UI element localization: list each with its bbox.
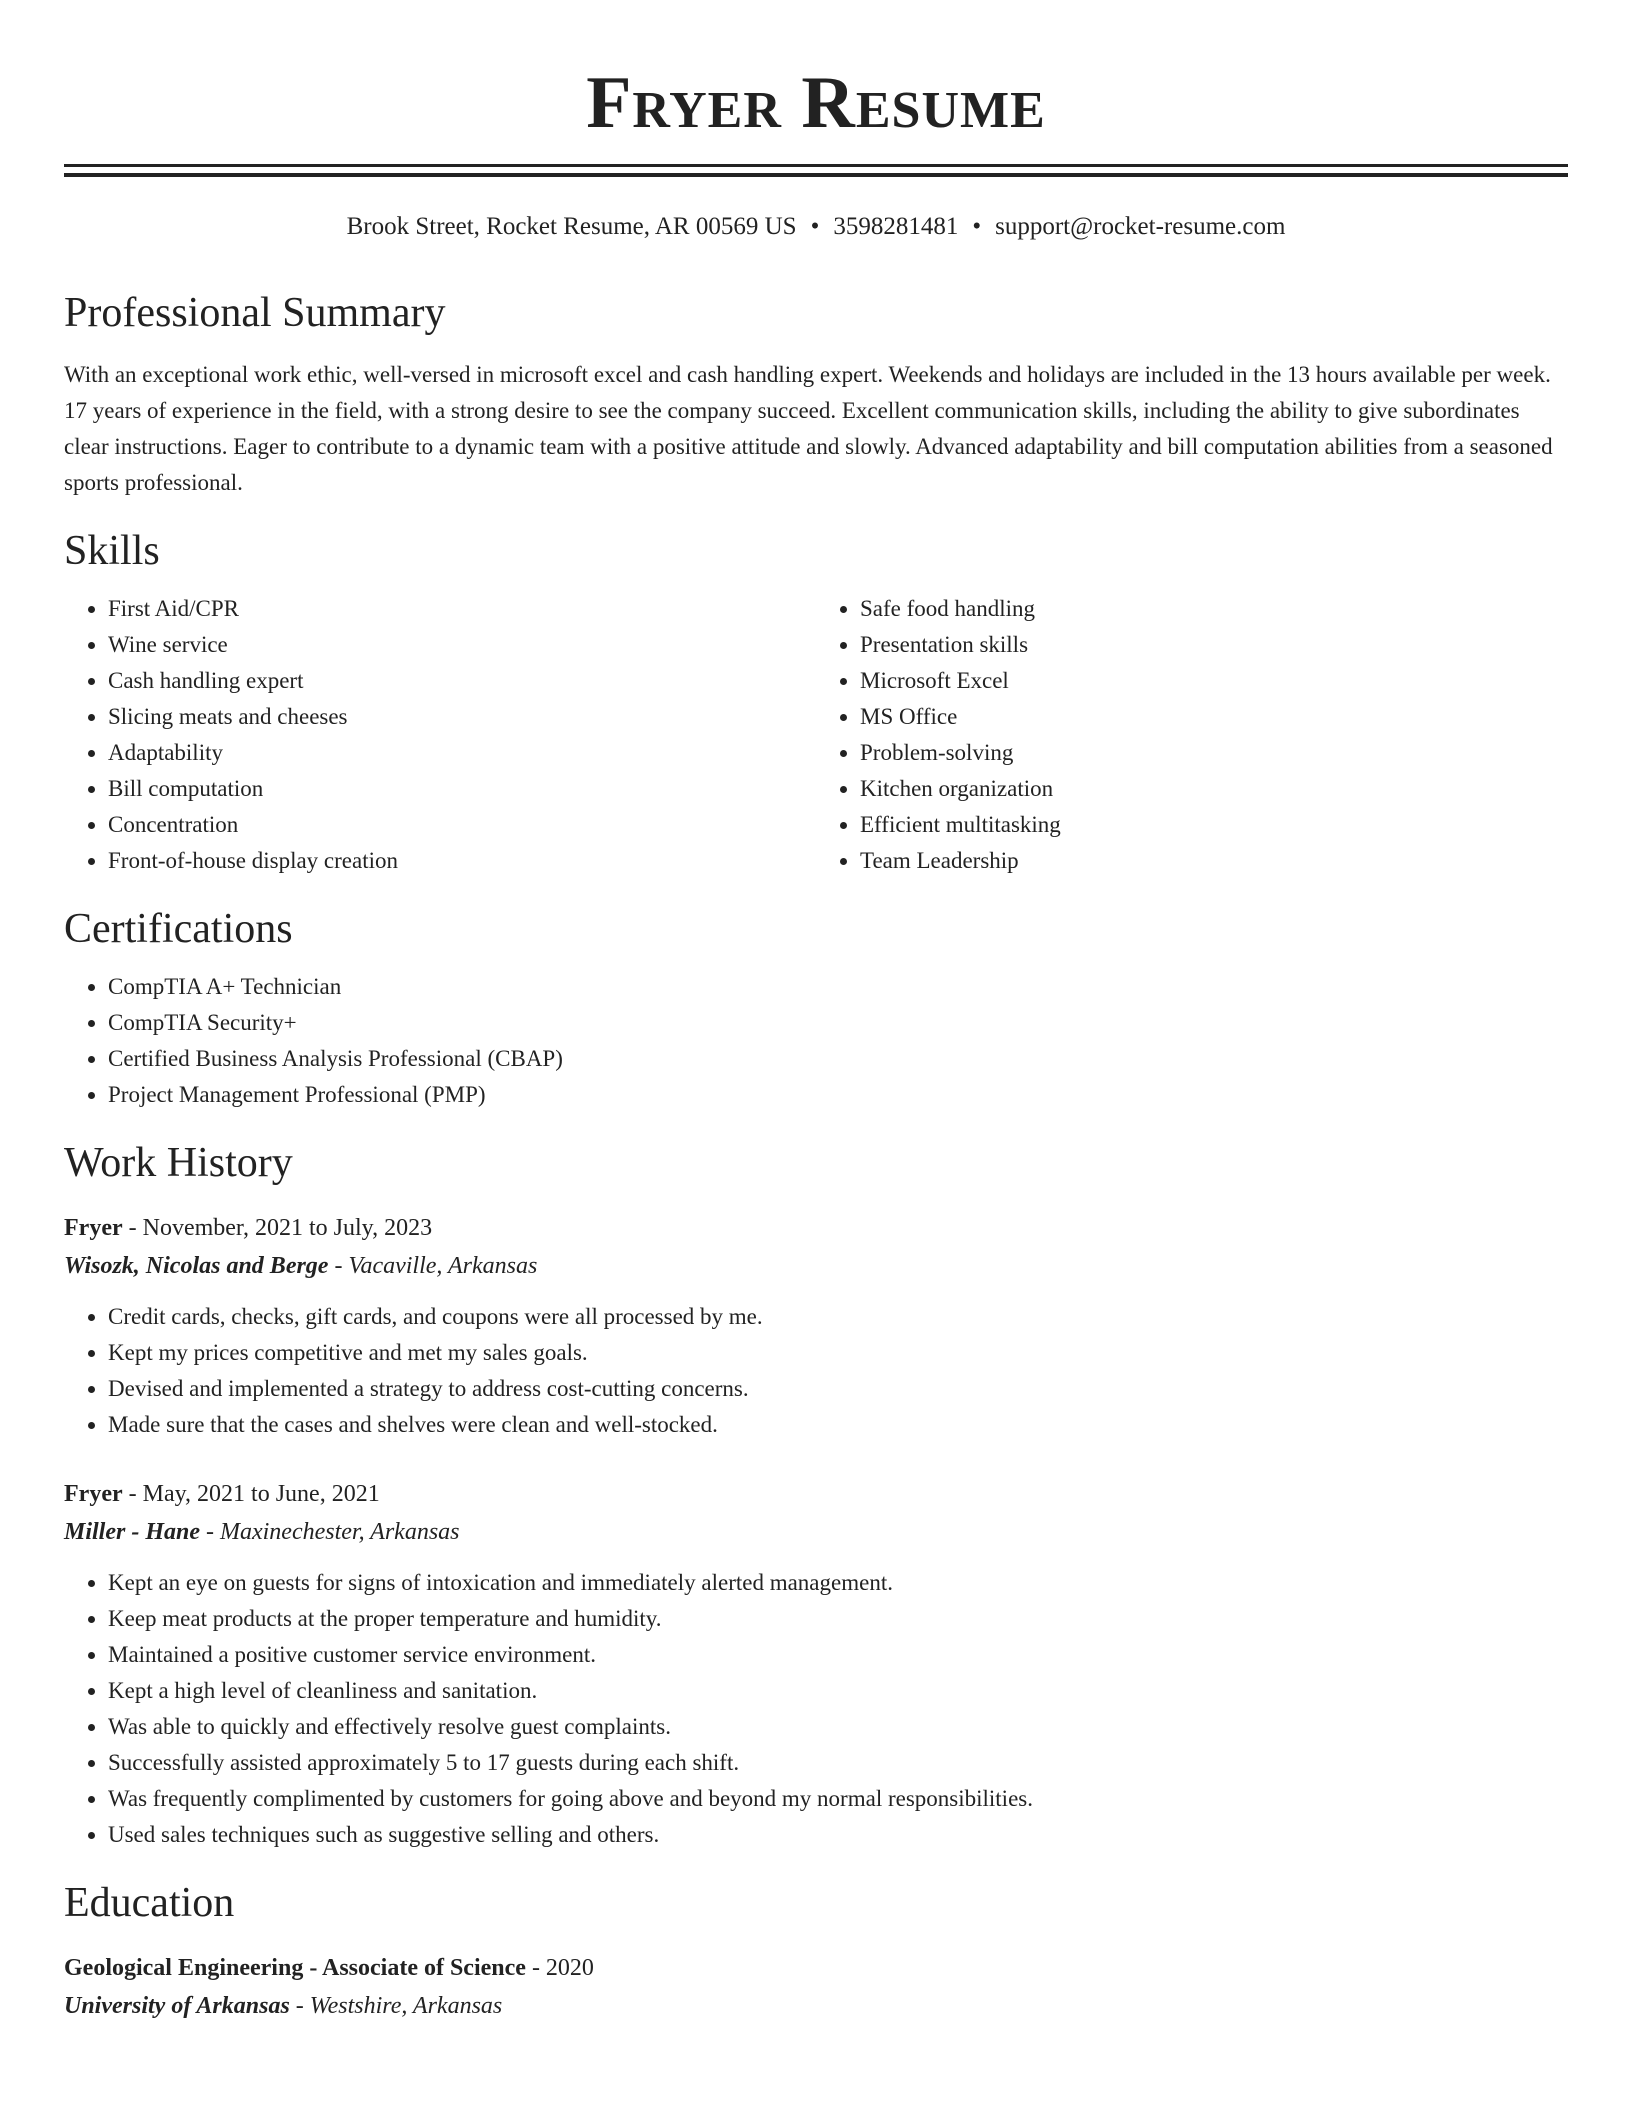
certification-item: • Certified Business Analysis Professional (CBAP) [108,1041,1568,1077]
title-rule-bottom [64,173,1568,177]
job-location: - Vacaville, Arkansas [328,1253,538,1279]
skills-list-right [816,591,1568,879]
education-school: University of Arkansas [64,1993,290,2019]
skills-columns [64,591,1568,879]
skill-item: • Cash handling expert [108,663,816,699]
education-heading: Education [64,1880,235,1926]
job-entry [64,1475,1568,1853]
job-title-line [64,1209,1568,1247]
skill-item: • Bill computation [108,771,816,807]
job-entry [64,1209,1568,1443]
contact-address: Brook Street, Rocket Resume, AR 00569 US [346,213,797,240]
job-company: Miller - Hane [64,1519,200,1545]
skill-item: • MS Office [860,699,1568,735]
skill-item: • Slicing meats and cheeses [108,699,816,735]
job-title: Fryer [64,1481,123,1507]
skill-item: • Front-of-house display creation [108,843,816,879]
job-title-line [64,1475,1568,1513]
contact-separator: • [810,213,820,240]
skill-item: • Microsoft Excel [860,663,1568,699]
skill-item: • Efficient multitasking [860,807,1568,843]
job-bullet: • Devised and implemented a strategy to address cost-cutting concerns. [108,1371,1568,1407]
job-company-line [64,1247,1568,1285]
resume-title: Fryer Resume [586,62,1046,144]
job-bullet: • Successfully assisted approximately 5 to 17 guests during each shift. [108,1745,1568,1781]
certification-item: • CompTIA Security+ [108,1005,1568,1041]
skill-item: • Kitchen organization [860,771,1568,807]
job-bullet: • Used sales techniques such as suggestive selling and others. [108,1817,1568,1853]
education-degree: Geological Engineering - Associate of Science [64,1955,526,1981]
skills-list-left [64,591,816,879]
job-bullet: • Was frequently complimented by customers for going above and beyond my normal responsibilities. [108,1781,1568,1817]
job-bullet: • Made sure that the cases and shelves were clean and well-stocked. [108,1407,1568,1443]
education-year: - 2020 [525,1955,594,1981]
job-bullet: • Credit cards, checks, gift cards, and coupons were all processed by me. [108,1299,1568,1335]
certifications-list [64,969,1568,1113]
job-bullets [64,1299,1568,1443]
job-company-line [64,1513,1568,1551]
skill-item: • Safe food handling [860,591,1568,627]
job-bullet: • Maintained a positive customer service environment. [108,1637,1568,1673]
contact-email[interactable]: support@rocket-resume.com [995,213,1286,240]
summary-text: With an exceptional work ethic, well-versed in microsoft excel and cash handling expert. Weekends and holidays are included in the 13 hours available per week. 17 years of experience in the field, with a strong desire to see the company succeed. Excellent communication skills, including the ability to give subordinates clear instructions. Eager to contribute to a dynamic team with a positive attitude and slowly. Advanced adaptability and bill computation abilities from a seasoned sports professional. [64,362,1553,495]
skills-heading: Skills [64,528,160,574]
education-degree-line [64,1949,1568,1987]
job-bullet: • Kept an eye on guests for signs of intoxication and immediately alerted management. [108,1565,1568,1601]
certification-item: • Project Management Professional (PMP) [108,1077,1568,1113]
certifications-heading: Certifications [64,906,293,952]
skill-item: • Presentation skills [860,627,1568,663]
skill-item: • Team Leadership [860,843,1568,879]
job-title: Fryer [64,1215,123,1241]
education-location: - Westshire, Arkansas [289,1993,503,2019]
skill-item: • Problem-solving [860,735,1568,771]
job-bullets [64,1565,1568,1853]
skill-item: • Wine service [108,627,816,663]
contact-separator: • [972,213,982,240]
skill-item: • First Aid/CPR [108,591,816,627]
job-company: Wisozk, Nicolas and Berge [64,1253,329,1279]
summary-heading: Professional Summary [64,290,446,336]
job-location: - Maxinechester, Arkansas [200,1519,460,1545]
work-history-heading: Work History [64,1140,293,1186]
job-bullet: • Was able to quickly and effectively resolve guest complaints. [108,1709,1568,1745]
skill-item: • Concentration [108,807,816,843]
title-rule-top [64,164,1568,167]
job-dates: - November, 2021 to July, 2023 [122,1215,433,1241]
contact-phone: 3598281481 [833,213,959,240]
contact-line [64,211,1568,243]
job-bullet: • Keep meat products at the proper temperature and humidity. [108,1601,1568,1637]
education-school-line [64,1987,1568,2025]
job-bullet: • Kept my prices competitive and met my sales goals. [108,1335,1568,1371]
skill-item: • Adaptability [108,735,816,771]
job-bullet: • Kept a high level of cleanliness and sanitation. [108,1673,1568,1709]
job-dates: - May, 2021 to June, 2021 [122,1481,380,1507]
certification-item: • CompTIA A+ Technician [108,969,1568,1005]
